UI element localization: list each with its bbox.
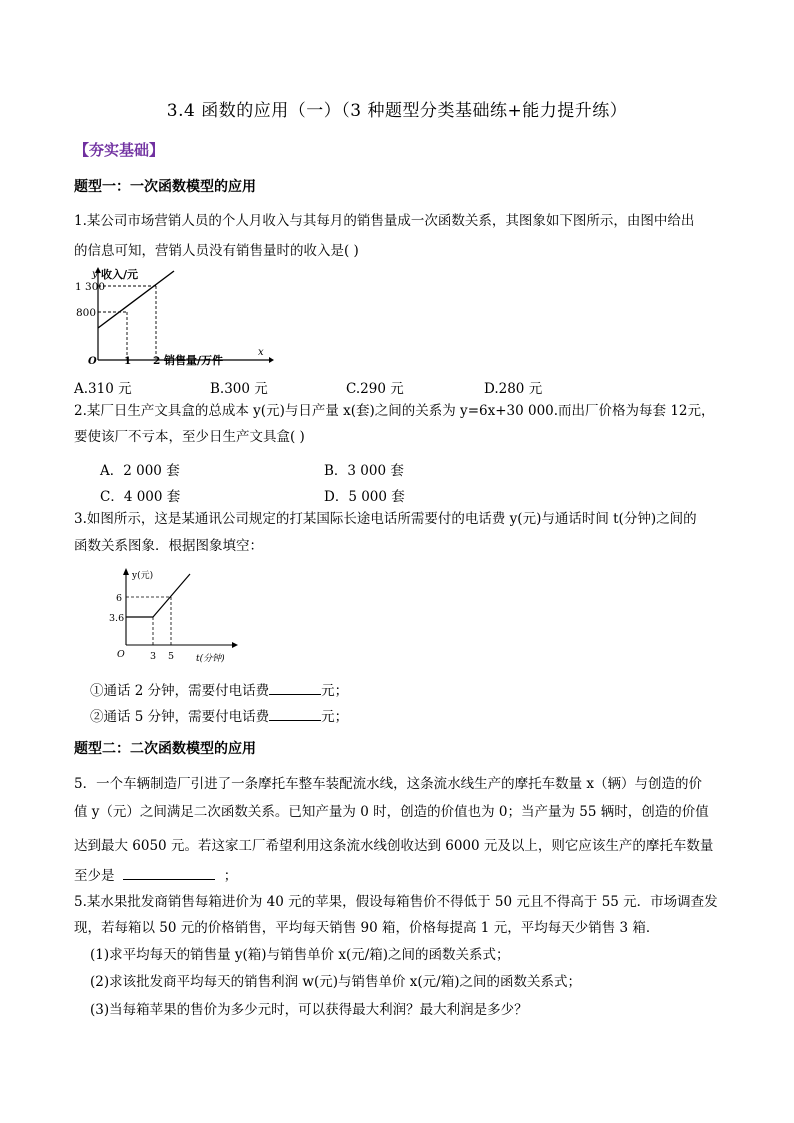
- q3-line2: 函数关系图象．根据图象填空：: [74, 538, 263, 554]
- q2-line2: 要使该厂不亏本，至少日生产文具盒( ): [74, 429, 305, 445]
- q3-y-title: y(元): [132, 571, 154, 581]
- q2-line1: 2.某厂日生产文具盒的总成本 y(元)与日产量 x(套)之间的关系为 y=6x+30 000.而出厂价格为每套 12元，: [74, 403, 715, 419]
- q1-option-c: C.290 元: [346, 381, 404, 397]
- q3-sub1: [90, 681, 740, 701]
- q1-option-d: D.280 元: [484, 381, 543, 397]
- q3-x-tick-1: 3: [150, 651, 157, 662]
- q3-sub1-unit: 元；: [321, 683, 349, 699]
- q1-line1: 1.某公司市场营销人员的个人月收入与其每月的销售量成一次函数关系，其图象如下图所示，由图中给出: [74, 213, 695, 229]
- q5a-line4-end: ；: [223, 868, 238, 884]
- q3-x-title: t(分钟): [196, 654, 225, 664]
- q1-x-tick-2: 2: [153, 355, 161, 367]
- q1-line2: 的信息可知，营销人员没有销售量时的收入是( ): [74, 243, 359, 259]
- q1-y-tick-hi: 1 300: [75, 281, 106, 293]
- q2-option-a: A．2 000 套: [100, 463, 180, 479]
- q1-graph: [74, 265, 274, 375]
- type1-heading: 题型一：一次函数模型的应用: [74, 179, 256, 195]
- q5a-line2: 值 y（元）之间满足二次函数关系。已知产量为 0 时，创造的价值也为 0；当产量为 55 辆时，创造的价值: [74, 804, 709, 820]
- q3-x-tick-2: 5: [168, 651, 175, 662]
- q3-y-tick-hi: 6: [116, 593, 123, 604]
- q3-sub2-unit: 元；: [321, 709, 349, 725]
- q3-sub2-text: ②通话 5 分钟，需要付电话费: [90, 709, 270, 725]
- q5b-line1: 5.某水果批发商销售每箱进价为 40 元的苹果，假设每箱售价不得低于 50 元且不得高于 55 元．市场调查发: [74, 894, 718, 910]
- q1-x-title: 销售量/万件: [164, 354, 224, 367]
- page-title: 3.4 函数的应用（一）（3 种题型分类基础练+能力提升练）: [166, 101, 628, 121]
- q5b-line2: 现，若每箱以 50 元的价格销售，平均每天销售 90 箱，价格每提高 1 元，平均每天少销售 3 箱．: [74, 920, 660, 936]
- q1-option-b: B.300 元: [210, 381, 268, 397]
- q3-line1: 3.如图所示，这是某通讯公司规定的打某国际长途电话所需要付的电话费 y(元)与通话时间 t(分钟)之间的: [74, 511, 697, 527]
- q3-sub2-blank[interactable]: [269, 708, 321, 721]
- q5b-sub3: (3)当每箱苹果的售价为多少元时，可以获得最大利润？最大利润是多少？: [90, 1002, 528, 1018]
- q3-origin: O: [117, 649, 125, 660]
- q1-y-tick-lo: 800: [76, 307, 97, 319]
- q1-origin: O: [88, 356, 97, 367]
- q3-sub2: [90, 707, 740, 727]
- q1-y-label: y: [92, 269, 98, 280]
- q3-sub1-text: ①通话 2 分钟，需要付电话费: [90, 683, 270, 699]
- q2-option-c: C．4 000 套: [100, 489, 181, 505]
- q2-option-d: D．5 000 套: [324, 489, 405, 505]
- type2-heading: 题型二：二次函数模型的应用: [74, 741, 256, 757]
- q5a-line1: 5．一个车辆制造厂引进了一条摩托车整车装配流水线，这条流水线生产的摩托车数量 x（辆）与创造的价: [74, 776, 702, 792]
- q5a-line4: [74, 866, 724, 886]
- q1-x-tick-1: 1: [124, 355, 132, 367]
- q1-option-a: A.310 元: [74, 381, 132, 397]
- q5a-answer-blank[interactable]: [123, 867, 215, 880]
- q5a-line3: 达到最大 6050 元。若这家工厂希望利用这条流水线创收达到 6000 元及以上，则它应该生产的摩托车数量: [74, 838, 714, 854]
- q5a-line4-text: 至少是: [74, 868, 115, 884]
- q5b-sub1: (1)求平均每天的销售量 y(箱)与销售单价 x(元/箱)之间的函数关系式；: [90, 947, 510, 963]
- q1-x-label: x: [258, 347, 264, 358]
- q3-sub1-blank[interactable]: [269, 682, 321, 695]
- q3-graph: [108, 566, 238, 666]
- q2-option-b: B．3 000 套: [324, 463, 404, 479]
- section-tag: 【夯实基础】: [74, 141, 165, 159]
- q3-y-tick-lo: 3.6: [109, 613, 125, 624]
- q5b-sub2: (2)求该批发商平均每天的销售利润 w(元)与销售单价 x(元/箱)之间的函数关系式；: [90, 974, 581, 990]
- q1-y-title: 收入/元: [101, 268, 139, 281]
